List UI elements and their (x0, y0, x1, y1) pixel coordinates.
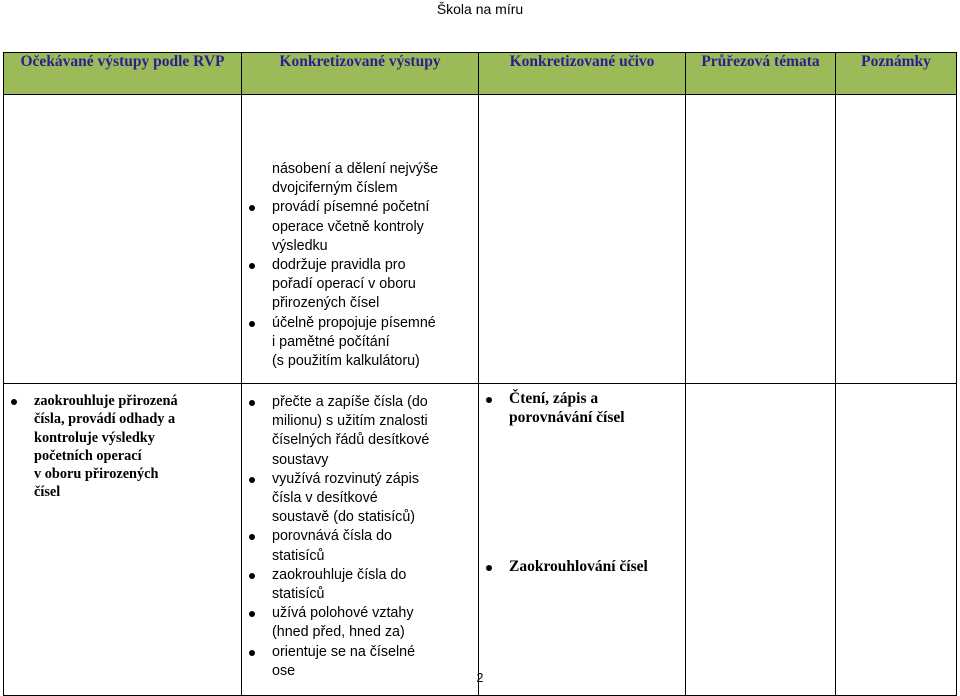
cell-specific-outputs (242, 384, 479, 696)
list-item: násobení a dělení nejvýše dvojciferným číslem (272, 161, 439, 197)
col-header-specific-content: Konkretizované učivo (479, 53, 686, 95)
cell-cross-themes (686, 384, 836, 696)
list-item: Zaokrouhlování čísel (479, 558, 685, 577)
list-item: užívá polohové vztahy (hned před, hned za) (242, 604, 478, 642)
page-number: 2 (476, 671, 484, 685)
list-item: Čtení, zápis a porovnávání čísel (479, 390, 685, 427)
cell-rvp (4, 384, 242, 696)
col-header-cross-themes: Průřezová témata (686, 53, 836, 95)
list-item: využívá rozvinutý zápis čísla v desítkové soustavě (do statisíců) (242, 470, 478, 528)
curriculum-table (3, 52, 957, 696)
table-header-row (4, 53, 957, 95)
list-item: účelně propojuje písemné i pamětné počítání (s použitím kalkulátoru) (242, 314, 478, 372)
cell-specific-content (479, 95, 686, 384)
list-item: orientuje se na číselné ose (242, 643, 478, 681)
cell-specific-outputs (242, 95, 479, 384)
list-item: zaokrouhluje čísla do statisíců (242, 566, 478, 604)
table-row (4, 384, 957, 696)
page-header: Škola na míru (436, 1, 524, 17)
cell-specific-content (479, 384, 686, 696)
list-item: přečte a zapíše čísla (do milionu) s užitím znalosti číselných řádů desítkové soustavy (242, 393, 478, 470)
list-item: porovnává čísla do statisíců (242, 527, 478, 565)
cell-cross-themes (686, 95, 836, 384)
list-item: zaokrouhluje přirozená čísla, provádí odhady a kontroluje výsledky početních operací v oboru přirozených čísel (4, 392, 241, 502)
cell-rvp (4, 95, 242, 384)
cell-notes (836, 384, 957, 696)
col-header-rvp-outputs: Očekávané výstupy podle RVP (4, 53, 242, 95)
col-header-specific-outputs: Konkretizované výstupy (242, 53, 479, 95)
list-item: provádí písemné početní operace včetně kontroly výsledku (242, 198, 478, 256)
table-row (4, 95, 957, 384)
col-header-notes: Poznámky (836, 53, 957, 95)
cell-notes (836, 95, 957, 384)
list-item: dodržuje pravidla pro pořadí operací v oboru přirozených čísel (242, 256, 478, 314)
